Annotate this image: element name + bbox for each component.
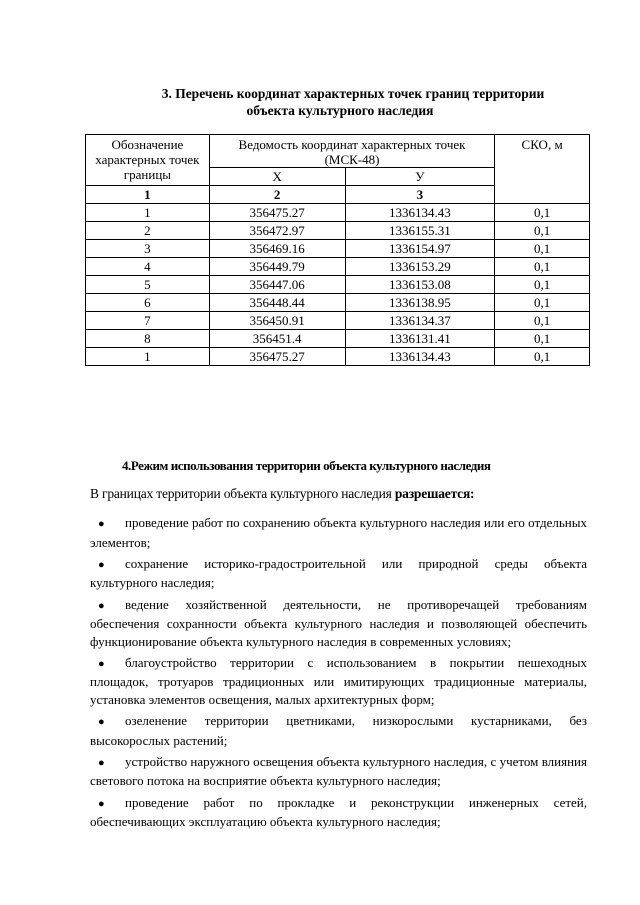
table-row [86,204,590,222]
sko-cell: 0,1 [495,348,590,366]
sko-cell: 0,1 [495,312,590,330]
allowed-activities-list [90,514,587,835]
list-item [90,712,587,749]
bullet-icon: ● [98,657,105,670]
point-cell: 7 [86,312,210,330]
y-cell: 1336138.95 [345,294,495,312]
section-3-heading-line1: 3. Перечень координат характерных точек границ территории [161,86,545,101]
x-cell: 356451.4 [209,330,345,348]
list-item-text: сохранение историко-градостроительной или природной среды объекта культурного наследия; [90,555,587,591]
table-row [86,330,590,348]
table-row [86,240,590,258]
bullet-icon: ● [98,716,105,729]
point-cell: 1 [86,348,210,366]
x-cell: 356450.91 [209,312,345,330]
table-row [86,276,590,294]
y-cell: 1336131.41 [345,330,495,348]
table-row [86,294,590,312]
x-cell: 356475.27 [209,348,345,366]
point-cell: 3 [86,240,210,258]
x-cell: 356448.44 [209,294,345,312]
point-cell: 8 [86,330,210,348]
x-cell: 356449.79 [209,258,345,276]
y-cell: 1336154.97 [345,240,495,258]
bullet-icon: ● [98,518,105,530]
table-header-row [86,135,590,168]
x-cell: 356447.06 [209,276,345,294]
point-cell: 6 [86,294,210,312]
intro-text: В границах территории объекта культурного наследия [90,486,395,501]
column-number: 3 [345,186,495,204]
point-cell: 2 [86,222,210,240]
list-item-text: благоустройство территории с использованием в покрытии пешеходных площадок, тротуаров традиционных или имитирующих традиционные материалы, установка элементов освещения, малых архитектурных форм; [90,654,587,707]
x-cell: 356472.97 [209,222,345,240]
y-cell: 1336134.37 [345,312,495,330]
list-item-text: ведение хозяйственной деятельности, не противоречащей требованиям обеспечения сохранности объекта культурного наследия и позволяющей обеспечить функционирование объекта культурного наследия в современных условиях; [90,596,587,649]
list-item [90,794,587,831]
list-item [90,596,587,651]
table-row [86,222,590,240]
bullet-icon: ● [98,599,105,612]
bullet-icon: ● [98,558,105,571]
column-number: 2 [209,186,345,204]
list-item [90,555,587,592]
section-3-heading [60,85,620,119]
section-3-heading-line2: объекта культурного наследия [246,103,434,118]
section-4-intro [90,486,474,502]
point-cell: 4 [86,258,210,276]
list-item-text: озеленение территории цветниками, низкорослыми кустарниками, без высокорослых растений; [90,713,587,748]
sko-cell: 0,1 [495,294,590,312]
sko-cell: 0,1 [495,240,590,258]
list-item [90,654,587,709]
list-item [90,753,587,790]
point-cell: 1 [86,204,210,222]
y-cell: 1336155.31 [345,222,495,240]
header-y: У [345,168,495,186]
sko-cell: 0,1 [495,258,590,276]
table-row [86,312,590,330]
section-4-heading: 4.Режим использования территории объекта культурного наследия [122,458,491,473]
sko-cell: 0,1 [495,204,590,222]
column-number: 1 [86,186,210,204]
y-cell: 1336134.43 [345,348,495,366]
header-x: Х [209,168,345,186]
x-cell: 356469.16 [209,240,345,258]
intro-bold: разрешается: [394,486,475,501]
header-sko: СКО, м [495,135,590,204]
list-item-text: устройство наружного освещения объекта культурного наследия, с учетом влияния светового потока на восприятие объекта культурного наследия; [90,753,587,789]
table-row [86,348,590,366]
y-cell: 1336134.43 [345,204,495,222]
header-designation: Обозначение характерных точек границы [86,135,210,186]
list-item-text: проведение работ по сохранению объекта культурного наследия или его отдельных элементов; [90,515,587,550]
y-cell: 1336153.29 [345,258,495,276]
sko-cell: 0,1 [495,222,590,240]
list-item-text: проведение работ по прокладке и реконструкции инженерных сетей, обеспечивающих эксплуатацию объекта культурного наследия; [90,794,587,830]
y-cell: 1336153.08 [345,276,495,294]
header-coords-group: Ведомость координат характерных точек (МСК-48) [209,135,494,168]
coordinates-table [85,134,590,366]
point-cell: 5 [86,276,210,294]
table-row [86,258,590,276]
sko-cell: 0,1 [495,276,590,294]
bullet-icon: ● [98,756,105,769]
bullet-icon: ● [98,797,105,810]
x-cell: 356475.27 [209,204,345,222]
list-item [90,514,587,551]
sko-cell: 0,1 [495,330,590,348]
